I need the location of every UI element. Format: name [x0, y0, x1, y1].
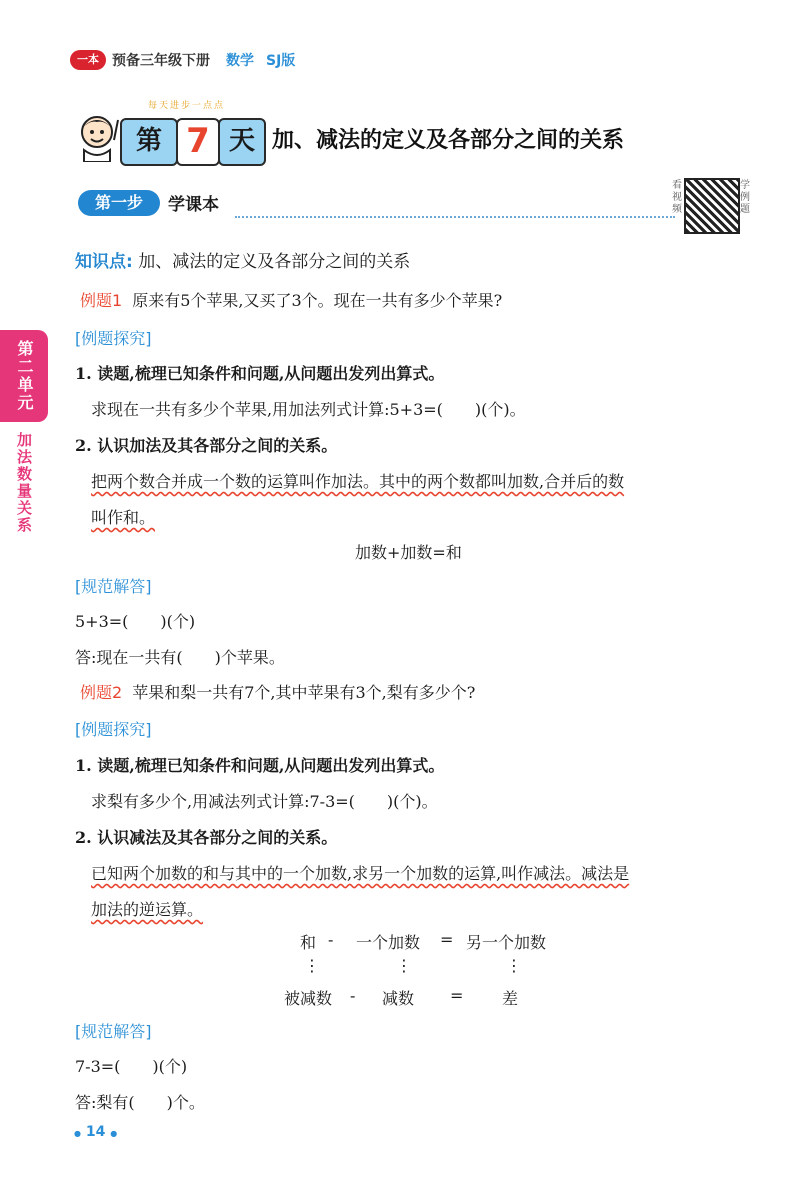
banner-tagline: 每天进步一点点	[148, 101, 226, 111]
example1-question	[80, 288, 502, 311]
example2-answer-heading: [规范解答]	[75, 1022, 152, 1041]
version-label: SJ版	[266, 53, 296, 69]
example1-step2-title: 2. 认识加法及其各部分之间的关系。	[75, 436, 338, 455]
book-title: 预备三年级下册	[112, 53, 210, 69]
step-badge: 第一步	[78, 190, 160, 216]
relation-bottom-2: -	[350, 986, 356, 1005]
example1-answer-heading: [规范解答]	[75, 577, 152, 596]
side-tab-topic: 加法数量关系	[15, 432, 33, 534]
day-number: 7	[176, 118, 220, 166]
step-divider	[235, 216, 675, 218]
knowledge-point	[75, 247, 410, 272]
example1-step1-text: 求现在一共有多少个苹果,用加法列式计算:5+3=( )(个)。	[91, 400, 526, 419]
relation-top-4: =	[440, 930, 454, 949]
example2-step1-text: 求梨有多少个,用减法列式计算:7-3=( )(个)。	[91, 792, 438, 811]
day-suffix: 天	[218, 118, 266, 166]
relation-top-5: 另一个加数	[466, 933, 547, 952]
example2-label: 例题2	[80, 683, 123, 702]
example1-step1-title: 1. 读题,梳理已知条件和问题,从问题出发列出算式。	[75, 364, 445, 383]
example2-explore-heading: [例题探究]	[75, 720, 152, 739]
relation-bottom-3: 减数	[382, 989, 415, 1008]
day-banner	[120, 118, 260, 162]
qr-caption-left: 看视频	[672, 180, 682, 215]
qr-caption-right: 学例题	[740, 180, 750, 215]
relation-bottom-1: 被减数	[284, 989, 333, 1008]
example2-question-text: 苹果和梨一共有7个,其中苹果有3个,梨有多少个?	[132, 683, 476, 702]
example2-step2-title: 2. 认识减法及其各部分之间的关系。	[75, 828, 338, 847]
relation-dots-1: ⋮	[304, 956, 320, 975]
page-number-text: 14	[85, 1124, 106, 1140]
day-prefix: 第	[120, 118, 178, 166]
example1-label: 例题1	[80, 291, 123, 310]
step-text: 学课本	[168, 195, 219, 215]
example2-step2-text-b: 加法的逆运算。	[91, 900, 204, 919]
qr-code-icon[interactable]	[684, 178, 740, 234]
lesson-title: 加、减法的定义及各部分之间的关系	[272, 128, 625, 153]
example2-step2-text-a: 已知两个加数的和与其中的一个加数,求另一个加数的运算,叫作减法。减法是	[91, 864, 630, 883]
side-tab-unit: 第二单元	[0, 330, 48, 422]
boy-illustration-icon	[72, 110, 122, 162]
side-tab	[0, 330, 48, 550]
page-dot-left-icon: ●	[74, 1129, 81, 1138]
knowledge-text: 加、减法的定义及各部分之间的关系	[138, 252, 411, 272]
publisher-logo: 一本	[70, 50, 106, 70]
example1-explore-heading: [例题探究]	[75, 329, 152, 348]
example1-step2-text-a: 把两个数合并成一个数的运算叫作加法。其中的两个数都叫加数,合并后的数	[91, 472, 625, 491]
example1-step2-text-b: 叫作和。	[91, 508, 156, 527]
example2-step1-title: 1. 读题,梳理已知条件和问题,从问题出发列出算式。	[75, 756, 445, 775]
example1-answer-calc: 5+3=( )(个)	[75, 612, 196, 631]
example2-question	[80, 680, 475, 703]
relation-dots-3: ⋮	[506, 956, 522, 975]
subject-label: 数学	[226, 53, 254, 69]
relation-top-2: -	[328, 930, 334, 949]
relation-top-1: 和	[300, 933, 317, 952]
relation-dots-2: ⋮	[396, 956, 412, 975]
knowledge-label: 知识点:	[75, 252, 133, 272]
example1-question-text: 原来有5个苹果,又买了3个。现在一共有多少个苹果?	[132, 291, 503, 310]
relation-bottom-5: 差	[502, 989, 519, 1008]
example1-answer-text: 答:现在一共有( )个苹果。	[75, 648, 285, 667]
example2-answer-text: 答:梨有( )个。	[75, 1093, 205, 1112]
example1-formula: 加数+加数=和	[355, 543, 462, 562]
example2-answer-calc: 7-3=( )(个)	[75, 1057, 188, 1076]
relation-top-3: 一个加数	[356, 933, 421, 952]
relation-bottom-4: =	[450, 986, 464, 1005]
page-number	[74, 1124, 117, 1140]
page-dot-right-icon: ●	[110, 1129, 118, 1138]
